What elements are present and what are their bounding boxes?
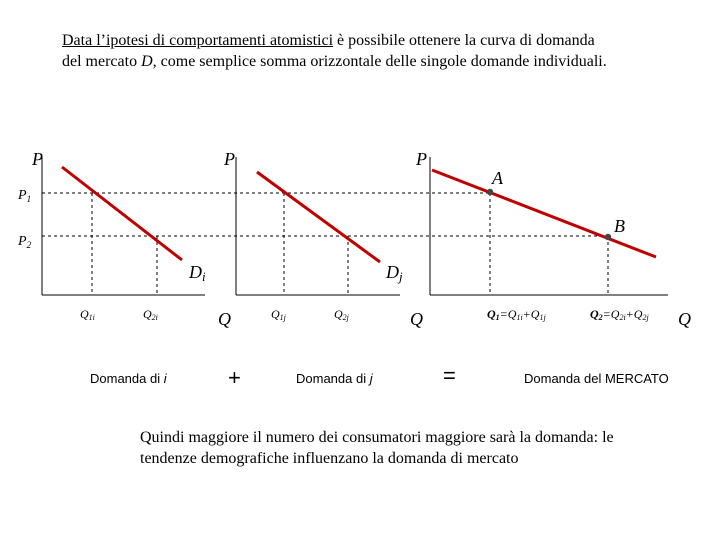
- panel-j-demand-curve: [257, 172, 380, 262]
- panel-j-y-label: P: [224, 149, 235, 169]
- point-a-marker: [487, 189, 493, 195]
- market-q2-sub: 2: [598, 313, 603, 322]
- panel-j-q2-sub: 2j: [342, 313, 349, 322]
- intro-line-1-rest: è possibile ottenere la curva di domanda: [333, 32, 595, 49]
- equals-operator: =: [443, 363, 456, 388]
- panel-i-demand-curve: [62, 167, 182, 260]
- panel-j-curve-sub: j: [399, 269, 403, 284]
- panel-j-curve-letter: D: [386, 262, 399, 282]
- market-q1-sub-a: 1i: [516, 313, 523, 322]
- market-q2-letter: Q: [590, 307, 599, 321]
- market-caption: Domanda del MERCATO: [524, 371, 669, 386]
- point-b-marker: [605, 234, 611, 240]
- panel-i-q1-letter: Q: [80, 307, 89, 321]
- panel-j-curve-label: [385, 262, 403, 284]
- panel-i-curve-letter: D: [189, 262, 202, 282]
- market-demand-curve: [432, 170, 656, 257]
- market-x-label: Q: [678, 309, 691, 329]
- panel-market: [415, 149, 691, 386]
- market-q1-sub: 1: [495, 313, 500, 322]
- p1-letter: P: [18, 188, 27, 203]
- panel-i-x-label: Q: [218, 309, 231, 329]
- market-q2-plus: +Q: [625, 307, 643, 321]
- p2-sub: 2: [26, 240, 32, 250]
- market-q2-sub-a: 2i: [619, 313, 626, 322]
- panel-j-q1-letter: Q: [271, 307, 280, 321]
- panel-i-q2-sub: 2i: [151, 313, 158, 322]
- panel-i-caption-text: Domanda di: [90, 371, 164, 386]
- market-q1-sub-b: 1j: [539, 313, 546, 322]
- panel-j-caption-text: Domanda di: [296, 371, 370, 386]
- panel-i-q1-sub: 1i: [88, 313, 95, 322]
- market-y-label: P: [416, 149, 427, 169]
- panel-i-y-label: P: [32, 149, 43, 169]
- market-q2-eq: =Q: [602, 307, 620, 321]
- panel-i-curve-sub: i: [202, 269, 206, 284]
- market-q1-plus: +Q: [522, 307, 540, 321]
- panel-i-q2-letter: Q: [143, 307, 152, 321]
- intro-underlined-phrase: Data l’ipotesi di comportamenti atomistici: [62, 32, 334, 49]
- intro-line-2-post: , come semplice somma orizzontale delle singole domande individuali.: [152, 53, 607, 70]
- market-q2-expression: [590, 307, 649, 322]
- panel-i-curve-label: [188, 262, 206, 284]
- market-q1-expression: [487, 307, 546, 322]
- panel-i-caption-var: i: [163, 371, 167, 386]
- panel-j-q2-label: [334, 307, 350, 322]
- panel-i-q2-label: [143, 307, 158, 322]
- panel-j-x-label: Q: [410, 309, 423, 329]
- panel-individual-i: [31, 149, 231, 386]
- market-q1-letter: Q: [487, 307, 496, 321]
- panel-j-q1-label: [271, 307, 287, 322]
- market-q1-eq: =Q: [499, 307, 517, 321]
- p1-sub: 1: [26, 194, 32, 204]
- panel-j-caption: [296, 371, 374, 386]
- panel-i-q1-label: [80, 307, 95, 322]
- panel-j-caption-var: j: [369, 371, 373, 386]
- p2-letter: P: [18, 234, 27, 249]
- panel-individual-j: [223, 149, 423, 386]
- market-q2-sub-b: 2j: [642, 313, 649, 322]
- intro-line-2-pre: del mercato: [62, 53, 142, 70]
- plus-operator: +: [228, 365, 241, 390]
- panel-j-q2-letter: Q: [334, 307, 343, 321]
- point-a-label: A: [492, 168, 503, 188]
- panel-i-caption: [90, 371, 168, 386]
- point-b-label: B: [614, 216, 625, 236]
- bottom-note: Quindi maggiore il numero dei consumatori maggiore sarà la domanda: le tendenze demografiche influenzano la domanda di mercato: [140, 429, 614, 467]
- p2-label: [17, 234, 32, 250]
- market-demand-symbol: D: [141, 53, 153, 70]
- p1-label: [17, 188, 31, 204]
- panel-j-q1-sub: 1j: [279, 313, 286, 322]
